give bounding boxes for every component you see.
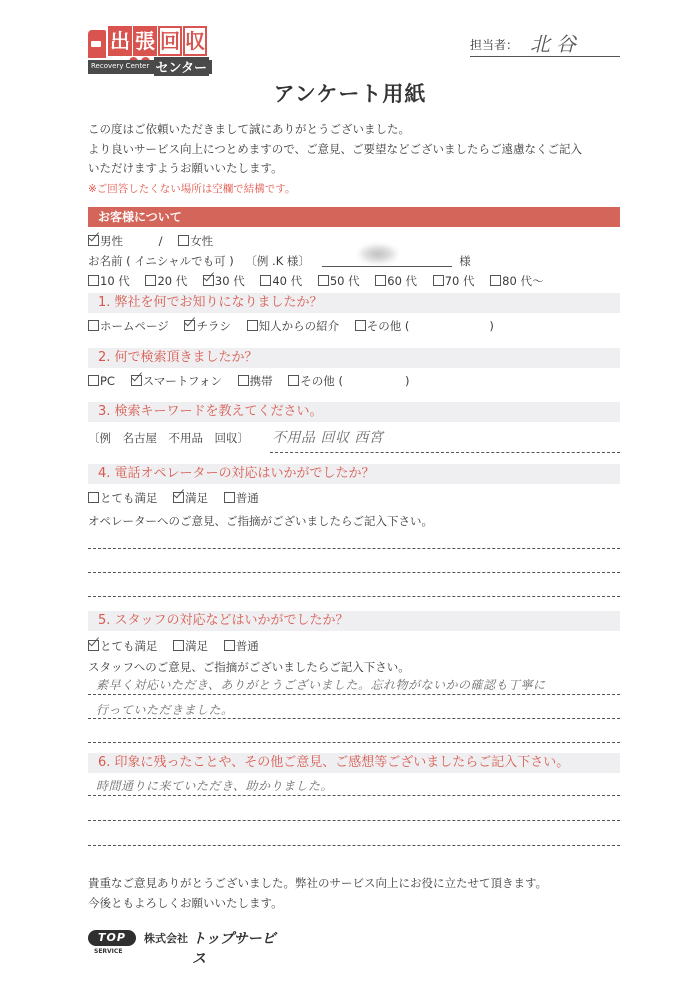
intro-line: より良いサービス向上につとめますので、ご意見、ご要望などございましたらご遠慮なくご記入: [88, 141, 583, 156]
option-label: PC: [100, 374, 115, 388]
option-label: その他 (: [300, 374, 343, 388]
answer-line[interactable]: [88, 795, 620, 796]
option-label: 普通: [235, 639, 259, 653]
intro-text: [88, 120, 582, 179]
logo-char: 収: [183, 26, 207, 56]
logo-bar: [88, 60, 212, 74]
checkbox[interactable]: [224, 640, 235, 651]
age-option[interactable]: [203, 273, 245, 289]
option-label: その他 (: [366, 319, 410, 333]
logo-title: [108, 26, 207, 58]
question-1-heading: [88, 293, 620, 313]
truck-icon: [88, 30, 106, 58]
checkbox[interactable]: [88, 375, 99, 386]
checkbox[interactable]: [224, 492, 235, 503]
age-option[interactable]: [260, 273, 302, 289]
answer-line[interactable]: [270, 452, 620, 453]
option-label: 10 代: [100, 274, 130, 288]
option-label: 女性: [190, 234, 214, 248]
close-paren: ): [489, 319, 494, 333]
option-label: 80 代～: [502, 274, 544, 288]
logo-subtitle-en: Recovery Center: [91, 62, 150, 70]
q4-options: [88, 490, 271, 506]
company-logo: [88, 928, 288, 967]
closing-text: [88, 873, 547, 913]
checkbox[interactable]: [238, 375, 249, 386]
q1-options: [88, 318, 506, 334]
logo-char: 出: [108, 26, 132, 56]
age-option[interactable]: [88, 273, 130, 289]
option-label: スマートフォン: [142, 374, 222, 388]
checkbox[interactable]: [145, 275, 156, 286]
option-label: ホームページ: [100, 319, 169, 333]
recovery-center-logo: [88, 24, 212, 74]
intro-line: この度はご依頼いただきまして誠にありがとうございました。: [88, 122, 410, 136]
q1-option[interactable]: [184, 318, 231, 334]
checkbox[interactable]: [318, 275, 329, 286]
q5-answer-line-2: 行っていただきました。: [96, 703, 234, 717]
q4-comment-prompt: オペレーターへのご意見、ご指摘がございましたらご記入下さい。: [88, 514, 433, 528]
answer-line[interactable]: [88, 694, 620, 695]
checkbox[interactable]: [88, 275, 99, 286]
checkbox[interactable]: [203, 275, 214, 286]
gender-male-option[interactable]: [88, 233, 123, 249]
q5-option[interactable]: [88, 638, 158, 654]
question-label: 1. 弊社を何でお知りになりましたか？: [98, 295, 323, 310]
checkbox[interactable]: [131, 375, 142, 386]
customer-heading-label: お客様について: [98, 210, 182, 224]
answer-line[interactable]: [88, 548, 620, 549]
option-label: 20 代: [157, 274, 188, 288]
checkbox[interactable]: [260, 275, 271, 286]
q4-option[interactable]: [173, 490, 208, 506]
age-row: [88, 273, 555, 289]
q5-options: [88, 638, 271, 654]
closing-line: 今後ともよろしくお願いいたします。: [88, 896, 283, 910]
option-label: 60 代: [387, 274, 418, 288]
checkbox[interactable]: [173, 492, 184, 503]
question-2-heading: [88, 348, 620, 368]
question-label: 3. 検索キーワードを教えてください。: [98, 404, 323, 419]
separator: /: [158, 234, 163, 248]
checkbox[interactable]: [88, 235, 99, 246]
q1-option[interactable]: [88, 318, 169, 334]
age-option[interactable]: [433, 273, 475, 289]
q2-option[interactable]: [238, 373, 273, 389]
answer-line[interactable]: [88, 820, 620, 821]
q2-options: [88, 373, 421, 389]
checkbox[interactable]: [247, 320, 258, 331]
name-row: [88, 253, 471, 269]
staff-field: [470, 30, 620, 57]
question-6-heading: [88, 753, 620, 773]
q1-option-other[interactable]: [355, 318, 494, 334]
q4-option[interactable]: [224, 490, 259, 506]
name-label: お名前 ( イニシャルでも可 ): [88, 254, 234, 268]
checkbox[interactable]: [184, 320, 195, 331]
checkbox[interactable]: [88, 320, 99, 331]
name-example: 〔例 .K 様〕: [245, 254, 310, 268]
checkbox[interactable]: [88, 492, 99, 503]
close-paren: ): [404, 374, 410, 388]
question-label: 6. 印象に残ったことや、その他ご意見、ご感想等ございましたらご記入下さい。: [98, 755, 570, 770]
age-option[interactable]: [318, 273, 360, 289]
q5-answer-line-1: 素早く対応いただき、ありがとうございました。忘れ物がないかの確認も丁寧に: [96, 678, 546, 692]
q2-option[interactable]: [131, 373, 222, 389]
option-label: チラシ: [196, 319, 231, 333]
redacted-name: [358, 244, 398, 264]
name-input[interactable]: [322, 254, 452, 267]
company-prefix: 株式会社: [144, 932, 188, 945]
question-label: 5. スタッフの対応などはいかがでしたか？: [98, 613, 349, 628]
question-3-heading: [88, 402, 620, 422]
company-name: トップサービス: [192, 931, 276, 967]
checkbox[interactable]: [173, 640, 184, 651]
option-label: とても満足: [100, 491, 158, 505]
optional-note: ※ご回答したくない場所は空欄で結構です。: [88, 183, 296, 195]
q6-answer-line-1: 時間通りに来ていただき、助かりました。: [96, 779, 334, 793]
answer-line[interactable]: [88, 596, 620, 597]
option-label: 満足: [185, 639, 209, 653]
checkbox[interactable]: [178, 235, 189, 246]
option-label: 普通: [235, 491, 259, 505]
checkbox[interactable]: [355, 320, 366, 331]
logo-char: 回: [158, 26, 182, 56]
checkbox[interactable]: [88, 640, 99, 651]
option-label: 70 代: [444, 274, 475, 288]
logo-subtitle-jp: センター: [154, 57, 209, 76]
question-4-heading: [88, 464, 620, 484]
answer-line[interactable]: [88, 742, 620, 743]
q3-example: 〔例 名古屋 不用品 回収〕: [88, 431, 249, 445]
name-suffix: 様: [459, 254, 471, 268]
customer-section-heading: [88, 207, 620, 227]
option-label: 男性: [100, 234, 123, 248]
closing-line: 貴重なご意見ありがとうございました。弊社のサービス向上にお役に立たせて頂きます。: [88, 876, 548, 890]
gender-row: [88, 233, 225, 249]
checkbox[interactable]: [288, 375, 299, 386]
question-5-heading: [88, 611, 620, 631]
staff-label: 担当者：: [470, 38, 519, 52]
checkbox[interactable]: [375, 275, 386, 286]
q2-option[interactable]: [88, 374, 115, 388]
q2-option-other[interactable]: [288, 373, 409, 389]
answer-line[interactable]: [88, 718, 620, 719]
gender-female-option[interactable]: [178, 233, 213, 249]
q5-comment-prompt: スタッフへのご意見、ご指摘がございましたらご記入下さい。: [88, 660, 410, 674]
q5-option[interactable]: [173, 638, 208, 654]
checkbox[interactable]: [490, 275, 501, 286]
question-label: 4. 電話オペレーターの対応はいかがでしたか？: [98, 466, 375, 481]
option-label: 50 代: [329, 274, 360, 288]
service-label: SERVICE: [94, 948, 123, 955]
question-label: 2. 何で検索頂きましたか？: [98, 350, 258, 365]
q3-answer: 不用品 回収 西宮: [272, 430, 384, 446]
intro-line: いただけますようお願いいたします。: [88, 161, 283, 175]
answer-line[interactable]: [88, 845, 620, 846]
top-service-mark: TOP: [88, 930, 136, 946]
age-option[interactable]: [490, 273, 543, 289]
option-label: 満足: [185, 491, 209, 505]
option-label: とても満足: [100, 639, 158, 653]
q5-option[interactable]: [224, 638, 259, 654]
option-label: 知人からの紹介: [258, 319, 340, 333]
q4-option[interactable]: [88, 490, 158, 506]
staff-value: 北谷: [530, 32, 582, 56]
age-option[interactable]: [375, 273, 417, 289]
q1-option[interactable]: [247, 318, 340, 334]
page-title: アンケート用紙: [273, 82, 427, 106]
checkbox[interactable]: [433, 275, 444, 286]
option-label: 30 代: [214, 274, 245, 288]
option-label: 40 代: [272, 274, 303, 288]
option-label: 携帯: [249, 374, 273, 388]
age-option[interactable]: [145, 273, 187, 289]
answer-line[interactable]: [88, 572, 620, 573]
logo-char: 張: [133, 26, 157, 56]
